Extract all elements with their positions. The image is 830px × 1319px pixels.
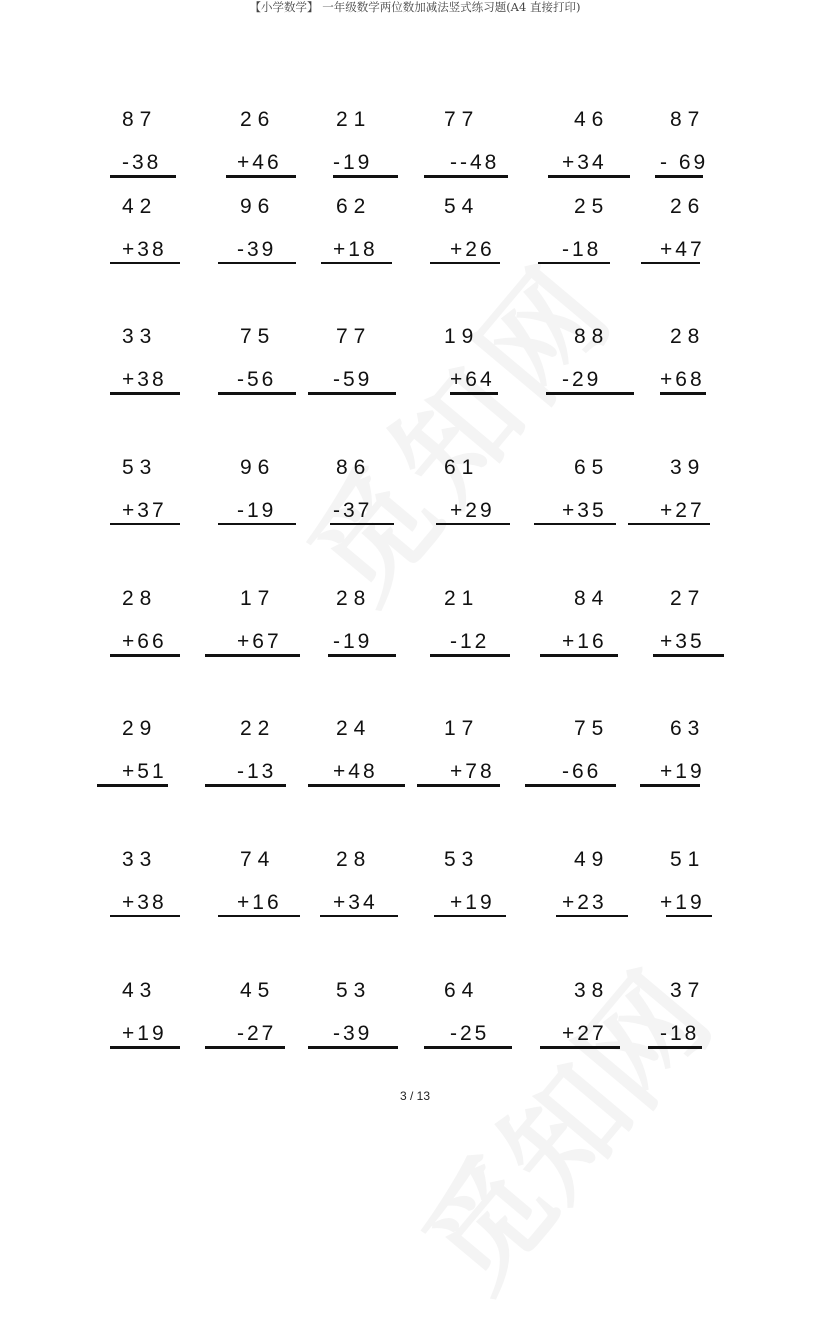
answer-line xyxy=(333,175,398,178)
minuend: 63 xyxy=(670,717,706,740)
operand: -56 xyxy=(237,368,277,391)
answer-line xyxy=(540,1046,620,1049)
minuend: 64 xyxy=(444,979,480,1002)
operand: -38 xyxy=(122,151,162,174)
minuend: 22 xyxy=(240,717,276,740)
minuend: 75 xyxy=(574,717,610,740)
operand: - 69 xyxy=(660,151,709,174)
minuend: 27 xyxy=(670,587,706,610)
answer-line xyxy=(308,392,396,395)
answer-line xyxy=(205,654,300,657)
operand: -66 xyxy=(562,760,602,783)
answer-line xyxy=(226,175,296,178)
minuend: 77 xyxy=(336,325,372,348)
minuend: 37 xyxy=(670,979,706,1002)
answer-line xyxy=(110,392,180,395)
minuend: 51 xyxy=(670,848,706,871)
operand: -19 xyxy=(333,151,373,174)
answer-line xyxy=(660,392,706,395)
answer-line xyxy=(320,915,398,917)
operand: +48 xyxy=(333,760,378,783)
page-header: 【小学数学】 一年级数学两位数加减法竖式练习题(A4 直接打印) xyxy=(249,0,581,14)
operand: -18 xyxy=(562,238,602,261)
answer-line xyxy=(110,654,180,657)
operand: -19 xyxy=(333,630,373,653)
answer-line xyxy=(218,262,296,264)
answer-line xyxy=(436,523,510,525)
minuend: 17 xyxy=(240,587,276,610)
answer-line xyxy=(434,915,506,917)
minuend: 28 xyxy=(670,325,706,348)
operand: +38 xyxy=(122,368,167,391)
answer-line xyxy=(655,175,703,178)
minuend: 26 xyxy=(670,195,706,218)
answer-line xyxy=(648,1046,702,1049)
minuend: 42 xyxy=(122,195,158,218)
answer-line xyxy=(308,1046,398,1049)
minuend: 53 xyxy=(444,848,480,871)
operand: +38 xyxy=(122,238,167,261)
minuend: 33 xyxy=(122,848,158,871)
answer-line xyxy=(110,915,180,917)
answer-line xyxy=(417,784,500,787)
answer-line xyxy=(538,262,610,264)
answer-line xyxy=(308,784,405,787)
minuend: 28 xyxy=(122,587,158,610)
operand: +37 xyxy=(122,499,167,522)
operand: +23 xyxy=(562,891,607,914)
answer-line xyxy=(653,654,724,657)
answer-line xyxy=(110,1046,180,1049)
operand: +19 xyxy=(122,1022,167,1045)
minuend: 17 xyxy=(444,717,480,740)
answer-line xyxy=(205,784,286,787)
operand: +67 xyxy=(237,630,282,653)
minuend: 38 xyxy=(574,979,610,1002)
operand: -37 xyxy=(333,499,373,522)
answer-line xyxy=(330,523,394,525)
answer-line xyxy=(628,523,710,525)
answer-line xyxy=(97,784,168,787)
minuend: 62 xyxy=(336,195,372,218)
operand: +35 xyxy=(562,499,607,522)
minuend: 77 xyxy=(444,108,480,131)
operand: -18 xyxy=(660,1022,700,1045)
minuend: 29 xyxy=(122,717,158,740)
answer-line xyxy=(540,654,618,657)
answer-line xyxy=(328,654,396,657)
operand: +64 xyxy=(450,368,495,391)
minuend: 19 xyxy=(444,325,480,348)
minuend: 25 xyxy=(574,195,610,218)
minuend: 61 xyxy=(444,456,480,479)
minuend: 45 xyxy=(240,979,276,1002)
operand: +19 xyxy=(660,760,705,783)
minuend: 28 xyxy=(336,587,372,610)
answer-line xyxy=(424,1046,512,1049)
minuend: 96 xyxy=(240,195,276,218)
operand: +35 xyxy=(660,630,705,653)
operand: +78 xyxy=(450,760,495,783)
operand: +34 xyxy=(333,891,378,914)
page-number: 3 / 13 xyxy=(399,1089,431,1103)
answer-line xyxy=(640,784,700,787)
answer-line xyxy=(546,392,634,395)
operand: +19 xyxy=(450,891,495,914)
answer-line xyxy=(641,262,700,264)
minuend: 86 xyxy=(336,456,372,479)
minuend: 53 xyxy=(122,456,158,479)
minuend: 75 xyxy=(240,325,276,348)
answer-line xyxy=(430,262,500,264)
operand: +29 xyxy=(450,499,495,522)
operand: -13 xyxy=(237,760,277,783)
operand: -12 xyxy=(450,630,490,653)
minuend: 26 xyxy=(240,108,276,131)
minuend: 84 xyxy=(574,587,610,610)
answer-line xyxy=(450,392,498,395)
minuend: 53 xyxy=(336,979,372,1002)
answer-line xyxy=(321,262,392,264)
watermark xyxy=(264,221,646,630)
minuend: 87 xyxy=(670,108,706,131)
minuend: 87 xyxy=(122,108,158,131)
operand: +27 xyxy=(562,1022,607,1045)
answer-line xyxy=(424,175,508,178)
operand: -29 xyxy=(562,368,602,391)
answer-line xyxy=(205,1046,285,1049)
operand: -59 xyxy=(333,368,373,391)
operand: -19 xyxy=(237,499,277,522)
minuend: 46 xyxy=(574,108,610,131)
answer-line xyxy=(218,392,296,395)
answer-line xyxy=(218,915,300,917)
answer-line xyxy=(548,175,630,178)
minuend: 54 xyxy=(444,195,480,218)
minuend: 39 xyxy=(670,456,706,479)
operand: +47 xyxy=(660,238,705,261)
answer-line xyxy=(430,654,510,657)
operand: +66 xyxy=(122,630,167,653)
operand: +16 xyxy=(562,630,607,653)
operand: +46 xyxy=(237,151,282,174)
operand: +18 xyxy=(333,238,378,261)
minuend: 49 xyxy=(574,848,610,871)
answer-line xyxy=(218,523,296,525)
minuend: 33 xyxy=(122,325,158,348)
operand: +27 xyxy=(660,499,705,522)
minuend: 43 xyxy=(122,979,158,1002)
minuend: 88 xyxy=(574,325,610,348)
minuend: 96 xyxy=(240,456,276,479)
operand: +38 xyxy=(122,891,167,914)
operand: +16 xyxy=(237,891,282,914)
operand: +51 xyxy=(122,760,167,783)
answer-line xyxy=(110,175,176,178)
operand: -39 xyxy=(237,238,277,261)
answer-line xyxy=(666,915,712,917)
operand: +68 xyxy=(660,368,705,391)
minuend: 28 xyxy=(336,848,372,871)
minuend: 21 xyxy=(444,587,480,610)
operand: +34 xyxy=(562,151,607,174)
minuend: 21 xyxy=(336,108,372,131)
operand: +19 xyxy=(660,891,705,914)
operand: -27 xyxy=(237,1022,277,1045)
answer-line xyxy=(110,523,180,525)
answer-line xyxy=(556,915,628,917)
operand: --48 xyxy=(450,151,500,174)
answer-line xyxy=(525,784,616,787)
operand: +26 xyxy=(450,238,495,261)
answer-line xyxy=(534,523,616,525)
operand: -25 xyxy=(450,1022,490,1045)
minuend: 24 xyxy=(336,717,372,740)
answer-line xyxy=(110,262,180,264)
minuend: 65 xyxy=(574,456,610,479)
operand: -39 xyxy=(333,1022,373,1045)
minuend: 74 xyxy=(240,848,276,871)
